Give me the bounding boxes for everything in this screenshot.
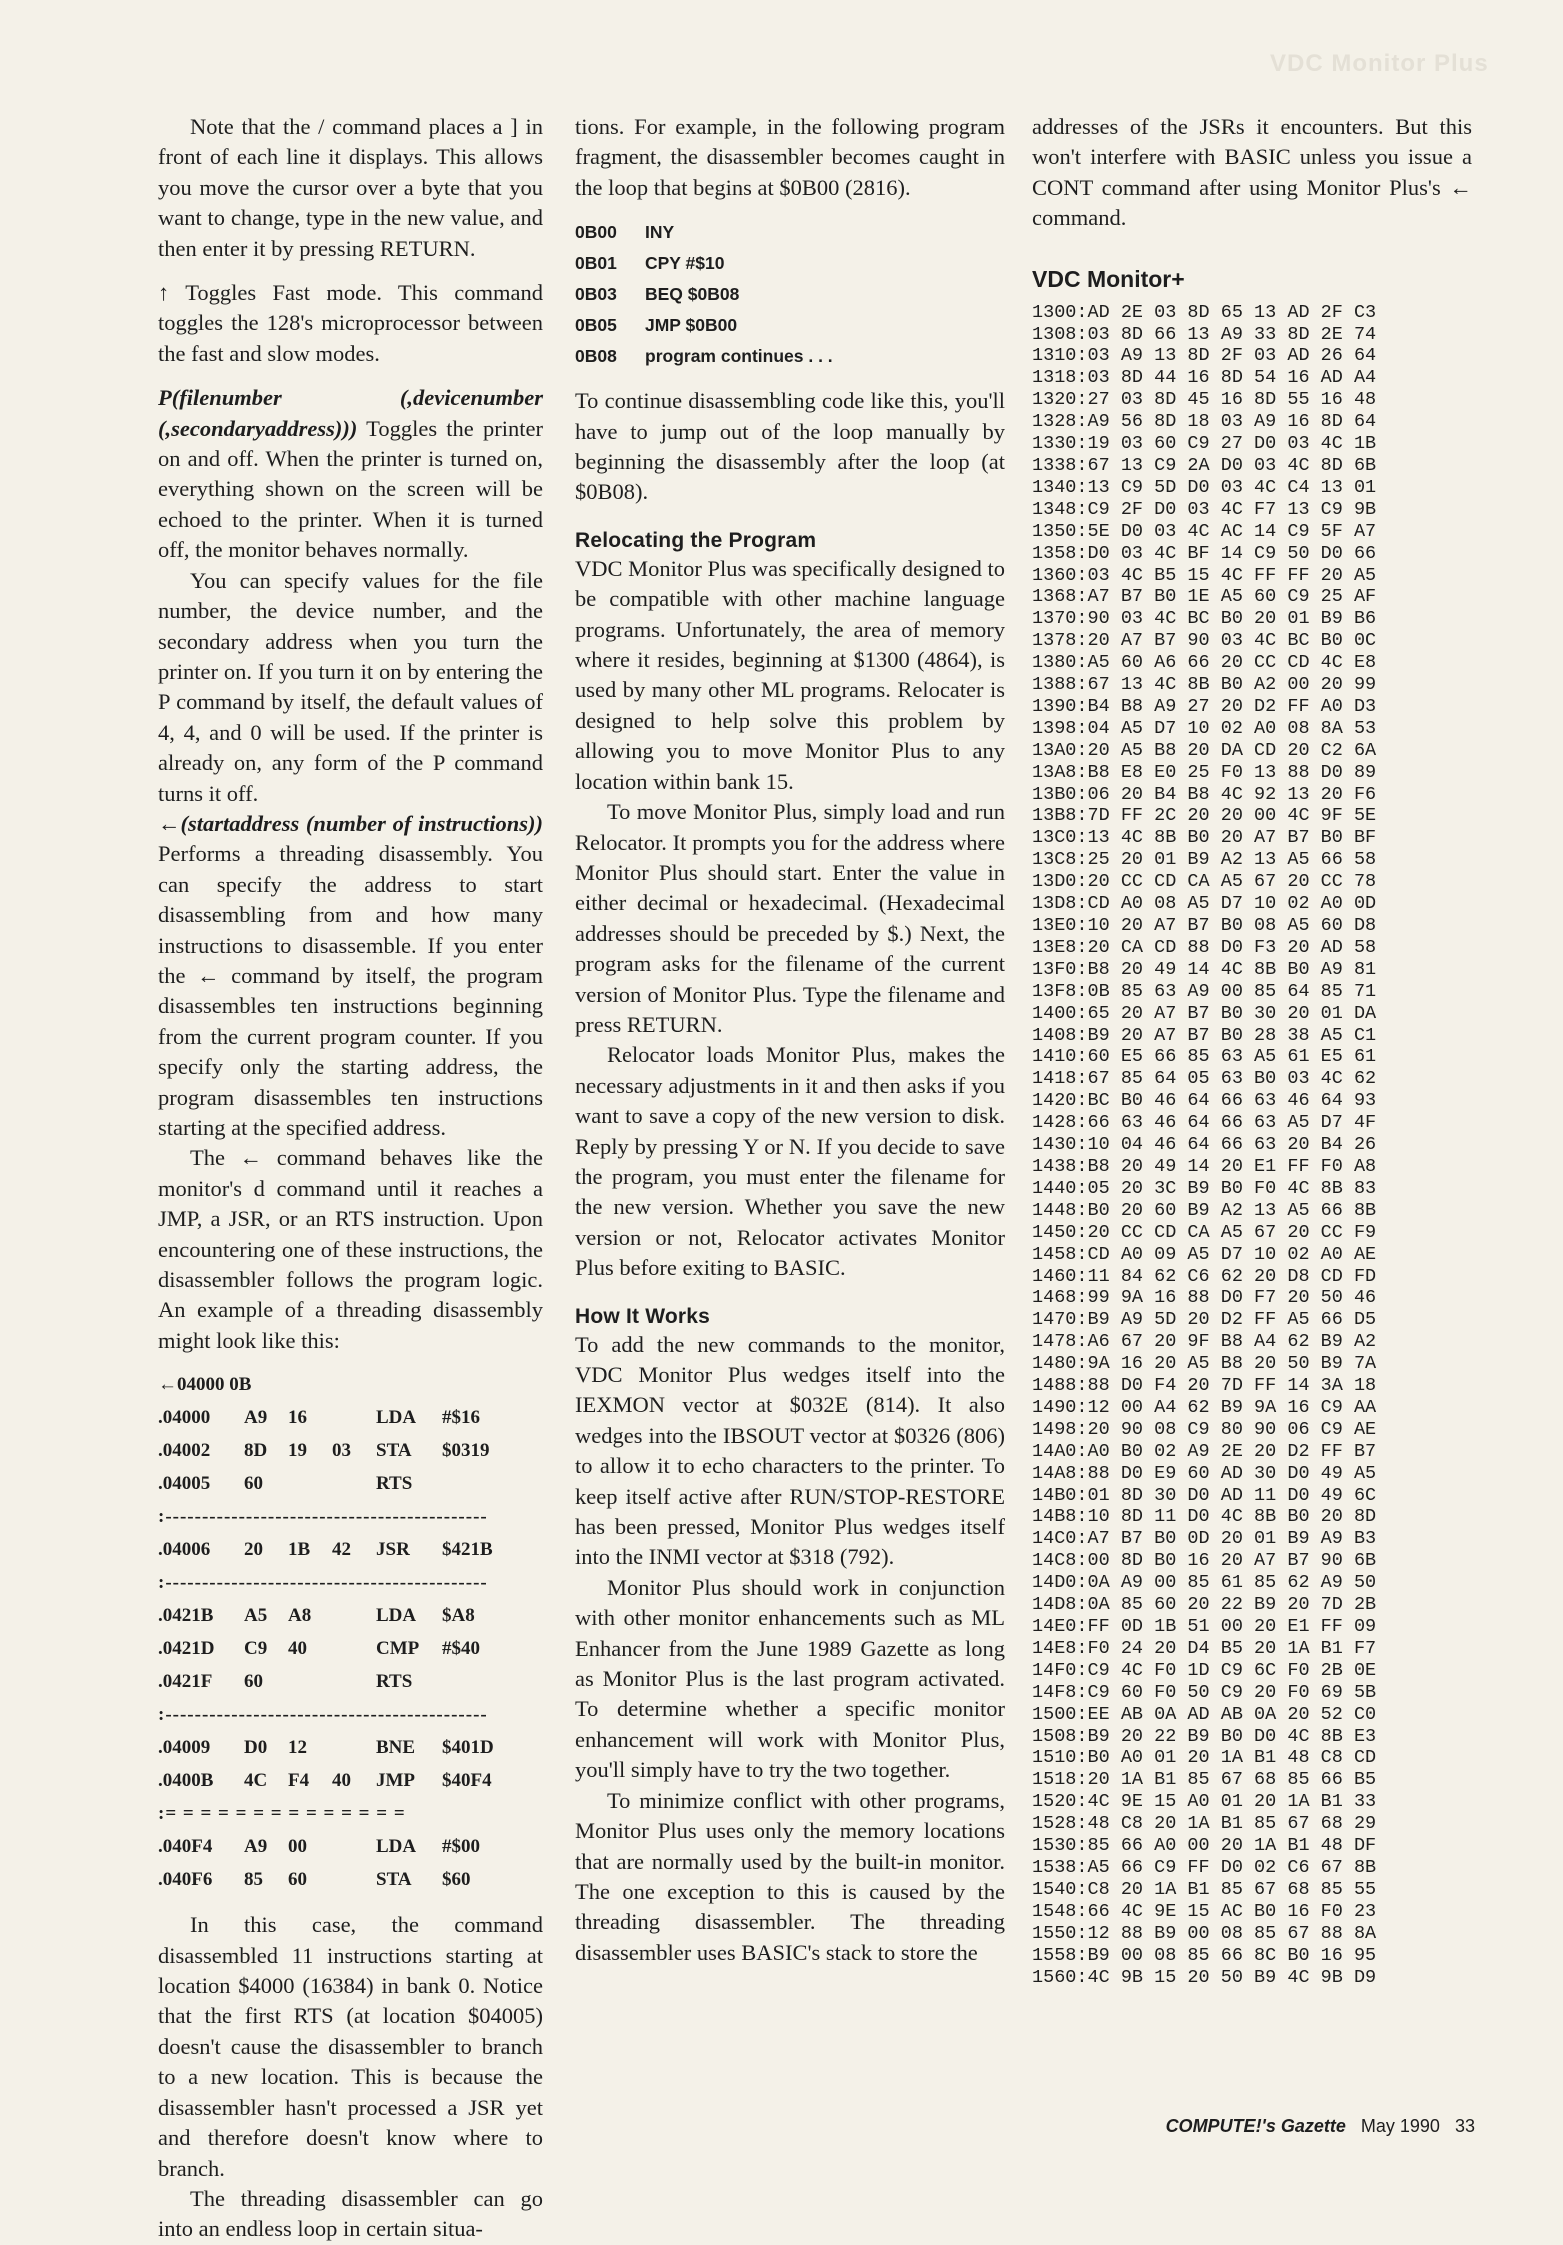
- paragraph: ↑ Toggles Fast mode. This command toggles the 128's microprocessor between the fast and slow modes.: [158, 280, 543, 366]
- listing-line: 13A0:20 A5 B8 20 DA CD 20 C2 6A: [1032, 739, 1377, 761]
- listing-line: 1338:67 13 C9 2A D0 03 4C 8D 6B: [1032, 454, 1377, 476]
- disassembly-row: [158, 1533, 543, 1566]
- listing-line: 13C8:25 20 01 B9 A2 13 A5 66 58: [1032, 849, 1377, 871]
- disassembly-b1: 4C: [244, 1770, 268, 1792]
- command-description: Toggles the printer on and off. When the printer is turned on, everything shown on the screen will be echoed to the printer. When it is turned off, the monitor behaves normally.: [158, 415, 543, 563]
- listing-line: 1490:12 00 A4 62 B9 9A 16 C9 AA: [1032, 1396, 1377, 1418]
- disassembly-b2: [288, 1665, 332, 1698]
- disassembly-b1: D0: [244, 1737, 268, 1759]
- listing-line: 1518:20 1A B1 85 67 68 85 66 B5: [1032, 1769, 1377, 1791]
- disassembly-separator: := = = = = = = = = = = = = =: [158, 1803, 406, 1825]
- listing-line: 1550:12 88 B9 00 08 85 67 88 8A: [1032, 1922, 1377, 1944]
- listing-line: 1340:13 C9 5D D0 03 4C C4 13 01: [1032, 476, 1377, 498]
- disassembly-addr: .0421F: [158, 1671, 213, 1693]
- listing-line: 14B0:01 8D 30 D0 AD 11 D0 49 6C: [1032, 1484, 1377, 1506]
- disassembly-b3: [332, 1599, 376, 1632]
- disassembly-op: $0319: [442, 1440, 490, 1462]
- disassembly-b2: 1B: [288, 1539, 311, 1561]
- listing-line: 1440:05 20 3C B9 B0 F0 4C 8B 83: [1032, 1177, 1377, 1199]
- disassembly-block: [158, 1599, 543, 1698]
- command-syntax: ←(startaddress (number of instructions)): [158, 810, 543, 836]
- disassembly-op: #$00: [442, 1836, 480, 1858]
- disassembly-block: [158, 1830, 543, 1896]
- disassembly-b3: 40: [332, 1770, 351, 1792]
- listing-line: 1300:AD 2E 03 8D 65 13 AD 2F C3: [1032, 301, 1377, 323]
- paragraph: [158, 383, 543, 565]
- listing-line: 14F8:C9 60 F0 50 C9 20 F0 69 5B: [1032, 1681, 1377, 1703]
- listing-line: 14C8:00 8D B0 16 20 A7 B7 90 6B: [1032, 1550, 1377, 1572]
- disassembly-addr: .04000: [158, 1407, 211, 1429]
- page-number: 33: [1454, 2116, 1475, 2136]
- disassembly-b2: 16: [288, 1407, 307, 1429]
- listing-line: 1318:03 8D 44 16 8D 54 16 AD A4: [1032, 367, 1377, 389]
- code-address: 0B05: [575, 315, 617, 336]
- disassembly-listing: [158, 1368, 543, 1896]
- magazine-name: COMPUTE!'s Gazette: [1165, 2116, 1346, 2136]
- column-2: [575, 112, 1005, 1968]
- code-instruction: program continues . . .: [645, 346, 833, 367]
- command-description: Performs a threading disassembly. You can specify the address to start disassembling from and how many instructions to disassemble. If you enter the ← command by itself, the program disassembles ten instructions beginning from the current program counter. If you specify only the starting address, the program disassembles ten instructions starting at the specified address.: [158, 841, 543, 1140]
- listing-line: 13D0:20 CC CD CA A5 67 20 CC 78: [1032, 871, 1377, 893]
- code-line: [575, 310, 1005, 341]
- disassembly-b1: C9: [244, 1638, 268, 1660]
- code-instruction: BEQ $0B08: [645, 284, 740, 305]
- paragraph: Monitor Plus should work in conjunction with other monitor enhancements such as ML Enhancer from the June 1989 Gazette as long as Monitor Plus is the last program activated. To determine whether a specific monitor enhancement will work with Monitor Plus, you'll simply have to try the two together.: [575, 1574, 1005, 1783]
- listing-line: 14D0:0A A9 00 85 61 85 62 A9 50: [1032, 1572, 1377, 1594]
- disassembly-b2: A8: [288, 1605, 312, 1627]
- code-address: 0B08: [575, 346, 617, 367]
- disassembly-b1: 20: [244, 1539, 263, 1561]
- paragraph: VDC Monitor Plus was specifically designed to be compatible with other machine language programs. Unfortunately, the area of memory where it resides, beginning at $1300 (4864), is used by many other ML programs. Relocater is designed to help solve this problem by allowing you to move Monitor Plus to any location within bank 15.: [575, 555, 1005, 794]
- disassembly-b3: [332, 1731, 376, 1764]
- listing-line: 1548:66 4C 9E 15 AC B0 16 F0 23: [1032, 1900, 1377, 1922]
- listing-line: 1308:03 8D 66 13 A9 33 8D 2E 74: [1032, 323, 1377, 345]
- listing-line: 1330:19 03 60 C9 27 D0 03 4C 1B: [1032, 433, 1377, 455]
- paragraph: Relocator loads Monitor Plus, makes the necessary adjustments in it and then asks if you want to save a copy of the new version to disk. Reply by pressing Y or N. If you decide to save the program, you must enter the filename for the new version. Whether you save the new version or not, Relocator activates Monitor Plus before exiting to BASIC.: [575, 1042, 1005, 1281]
- listing-line: 1538:A5 66 C9 FF D0 02 C6 67 8B: [1032, 1856, 1377, 1878]
- listing-line: 1368:A7 B7 B0 1E A5 60 C9 25 AF: [1032, 586, 1377, 608]
- disassembly-mn: STA: [376, 1440, 412, 1462]
- paragraph: tions. For example, in the following program fragment, the disassembler becomes caught in the loop that begins at $0B00 (2816).: [575, 114, 1005, 200]
- code-line: [575, 341, 1005, 372]
- disassembly-row: [158, 1731, 543, 1764]
- listing-line: 1328:A9 56 8D 18 03 A9 16 8D 64: [1032, 411, 1377, 433]
- disassembly-mn: CMP: [376, 1638, 420, 1660]
- disassembly-addr: .0421B: [158, 1605, 214, 1627]
- listing-line: 1358:D0 03 4C BF 14 C9 50 D0 66: [1032, 542, 1377, 564]
- listing-line: 14A8:88 D0 E9 60 AD 30 D0 49 A5: [1032, 1462, 1377, 1484]
- section-heading: How It Works: [575, 1304, 711, 1328]
- listing-line: 13F8:0B 85 63 A9 00 85 64 85 71: [1032, 980, 1377, 1002]
- code-line: [575, 279, 1005, 310]
- listing-line: 1450:20 CC CD CA A5 67 20 CC F9: [1032, 1221, 1377, 1243]
- listing-line: 14D8:0A 85 60 20 22 B9 20 7D 2B: [1032, 1594, 1377, 1616]
- listing-line: 1438:B8 20 49 14 20 E1 FF F0 A8: [1032, 1155, 1377, 1177]
- disassembly-addr: .04005: [158, 1473, 211, 1495]
- listing-line: 13B8:7D FF 2C 20 20 00 4C 9F 5E: [1032, 805, 1377, 827]
- paragraph: To continue disassembling code like this, you'll have to jump out of the loop manually by beginning the disassembly after the loop (at $0B08).: [575, 388, 1005, 505]
- disassembly-block: [158, 1731, 543, 1797]
- running-head: VDC Monitor Plus: [1270, 50, 1489, 77]
- listing-line: 1380:A5 60 A6 66 20 CC CD 4C E8: [1032, 652, 1377, 674]
- listing-line: 1478:A6 67 20 9F B8 A4 62 B9 A2: [1032, 1331, 1377, 1353]
- code-line: [575, 217, 1005, 248]
- listing-line: 1420:BC B0 46 64 66 63 46 64 93: [1032, 1090, 1377, 1112]
- disassembly-b2: 40: [288, 1638, 307, 1660]
- paragraph: You can specify values for the file number, the device number, and the secondary address when you turn the printer on. If you turn it on by entering the P command by itself, the default values of 4, 4, and 0 will be used. If the printer is already on, any form of the P command turns it off.: [158, 567, 543, 806]
- listing-line: 1350:5E D0 03 4C AC 14 C9 5F A7: [1032, 520, 1377, 542]
- disassembly-mn: LDA: [376, 1407, 417, 1429]
- listing-line: 1540:C8 20 1A B1 85 67 68 85 55: [1032, 1878, 1377, 1900]
- disassembly-b2: 60: [288, 1869, 307, 1891]
- disassembly-mn: RTS: [376, 1671, 413, 1693]
- listing-line: 13A8:B8 E8 E0 25 F0 13 88 D0 89: [1032, 761, 1377, 783]
- disassembly-addr: .0421D: [158, 1638, 215, 1660]
- disassembly-b1: A9: [244, 1407, 268, 1429]
- listing-line: 13D8:CD A0 08 A5 D7 10 02 A0 0D: [1032, 893, 1377, 915]
- listing-line: 1430:10 04 46 64 66 63 20 B4 26: [1032, 1134, 1377, 1156]
- disassembly-op: #$16: [442, 1407, 480, 1429]
- disassembly-block: [158, 1401, 543, 1500]
- disassembly-b1: A9: [244, 1836, 268, 1858]
- disassembly-row: [158, 1434, 543, 1467]
- disassembly-op: $401D: [442, 1737, 494, 1759]
- disassembly-row: [158, 1632, 543, 1665]
- disassembly-addr: .04006: [158, 1539, 211, 1561]
- disassembly-b2: 00: [288, 1836, 307, 1858]
- listing-line: 1460:11 84 62 C6 62 20 D8 CD FD: [1032, 1265, 1377, 1287]
- listing-line: 14E8:F0 24 20 D4 B5 20 1A B1 F7: [1032, 1637, 1377, 1659]
- disassembly-mn: BNE: [376, 1737, 416, 1759]
- listing-line: 1488:88 D0 F4 20 7D FF 14 3A 18: [1032, 1375, 1377, 1397]
- disassembly-b3: [332, 1401, 376, 1434]
- listing-line: 1398:04 A5 D7 10 02 A0 08 8A 53: [1032, 717, 1377, 739]
- disassembly-command: ←04000 0B: [158, 1374, 252, 1396]
- listing-line: 1388:67 13 4C 8B B0 A2 00 20 99: [1032, 674, 1377, 696]
- listing-line: 1498:20 90 08 C9 80 90 06 C9 AE: [1032, 1418, 1377, 1440]
- disassembly-op: [442, 1665, 522, 1698]
- paragraph: To minimize conflict with other programs, Monitor Plus uses only the memory locations that are normally used by the built-in monitor. The one exception to this is caused by the threading disassembler. The threading disassembler uses BASIC's stack to store the: [575, 1787, 1005, 1965]
- disassembly-separator: :--------------------------------------------: [158, 1506, 488, 1528]
- listing-line: 1508:B9 20 22 B9 B0 D0 4C 8B E3: [1032, 1725, 1377, 1747]
- listing-line: 1500:EE AB 0A AD AB 0A 20 52 C0: [1032, 1703, 1377, 1725]
- listing-title: VDC Monitor+: [1032, 265, 1185, 292]
- listing-line: 1408:B9 20 A7 B7 B0 28 38 A5 C1: [1032, 1024, 1377, 1046]
- listing-line: 1468:99 9A 16 88 D0 F7 20 50 46: [1032, 1287, 1377, 1309]
- listing-line: 13C0:13 4C 8B B0 20 A7 B7 B0 BF: [1032, 827, 1377, 849]
- listing-line: 1390:B4 B8 A9 27 20 D2 FF A0 D3: [1032, 695, 1377, 717]
- disassembly-mn: JSR: [376, 1539, 410, 1561]
- disassembly-op: [442, 1467, 522, 1500]
- listing-line: 1480:9A 16 20 A5 B8 20 50 B9 7A: [1032, 1353, 1377, 1375]
- disassembly-b3: [332, 1467, 376, 1500]
- disassembly-row: [158, 1764, 543, 1797]
- disassembly-b1: 60: [244, 1671, 263, 1693]
- section-heading: Relocating the Program: [575, 528, 817, 552]
- disassembly-row: [158, 1599, 543, 1632]
- command-syntax: P(filenumber (,devicenumber (,secondaryaddress))): [158, 385, 543, 441]
- listing-line: 1510:B0 A0 01 20 1A B1 48 C8 CD: [1032, 1747, 1377, 1769]
- disassembly-row: [158, 1830, 543, 1863]
- code-instruction: JMP $0B00: [645, 315, 738, 336]
- disassembly-row: [158, 1863, 543, 1896]
- listing-line: 1378:20 A7 B7 90 03 4C BC B0 0C: [1032, 630, 1377, 652]
- paragraph: The threading disassembler can go into an endless loop in certain situa-: [158, 2185, 543, 2242]
- listing-line: 1310:03 A9 13 8D 2F 03 AD 26 64: [1032, 345, 1377, 367]
- listing-line: 1428:66 63 46 64 66 63 A5 D7 4F: [1032, 1112, 1377, 1134]
- disassembly-b1: 60: [244, 1473, 263, 1495]
- listing-line: 1560:4C 9B 15 20 50 B9 4C 9B D9: [1032, 1966, 1377, 1988]
- disassembly-b3: [332, 1665, 376, 1698]
- paragraph: The ← command behaves like the monitor's d command until it reaches a JMP, a JSR, or an RTS instruction. Upon encountering one of these instructions, the disassembler follows the program logic. An example of a threading disassembly might look like this:: [158, 1145, 543, 1353]
- disassembly-op: $40F4: [442, 1770, 492, 1792]
- disassembly-addr: .04009: [158, 1737, 211, 1759]
- page-footer: [1166, 2116, 1475, 2137]
- listing-line: 14E0:FF 0D 1B 51 00 20 E1 FF 09: [1032, 1616, 1377, 1637]
- disassembly-row: [158, 1467, 543, 1500]
- listing-line: 13F0:B8 20 49 14 4C 8B B0 A9 81: [1032, 958, 1377, 980]
- listing-line: 13E0:10 20 A7 B7 B0 08 A5 60 D8: [1032, 915, 1377, 936]
- disassembly-b1: A5: [244, 1605, 268, 1627]
- listing-line: 1530:85 66 A0 00 20 1A B1 48 DF: [1032, 1835, 1377, 1857]
- paragraph: In this case, the command disassembled 11 instructions starting at location $4000 (16384) in bank 0. Notice that the first RTS (at location $04005) doesn't cause the disassembler to branch to a new location. This is because the disassembler hasn't processed a JSR yet and therefore doesn't know where to branch.: [158, 1912, 543, 2181]
- listing-line: 1528:48 C8 20 1A B1 85 67 68 29: [1032, 1813, 1377, 1835]
- disassembly-b2: 12: [288, 1737, 307, 1759]
- disassembly-separator: :--------------------------------------------: [158, 1704, 488, 1726]
- listing-line: 1558:B9 00 08 85 66 8C B0 16 95: [1032, 1944, 1377, 1966]
- disassembly-b3: [332, 1632, 376, 1665]
- disassembly-separator: :--------------------------------------------: [158, 1572, 488, 1594]
- code-instruction: CPY #$10: [645, 253, 725, 274]
- listing-line: 14F0:C9 4C F0 1D C9 6C F0 2B 0E: [1032, 1659, 1377, 1681]
- disassembly-row: [158, 1401, 543, 1434]
- code-address: 0B03: [575, 284, 617, 305]
- code-instruction: INY: [645, 222, 675, 243]
- listing-line: 1360:03 4C B5 15 4C FF FF 20 A5: [1032, 564, 1377, 586]
- code-address: 0B00: [575, 222, 617, 243]
- paragraph: [158, 809, 543, 1143]
- disassembly-b3: [332, 1863, 376, 1896]
- disassembly-b3: [332, 1830, 376, 1863]
- listing-line: 1470:B9 A9 5D 20 D2 FF A5 66 D5: [1032, 1309, 1377, 1331]
- disassembly-block: [158, 1533, 543, 1566]
- listing-line: 14C0:A7 B7 B0 0D 20 01 B9 A9 B3: [1032, 1528, 1377, 1550]
- paragraph: To add the new commands to the monitor, VDC Monitor Plus wedges itself into the IEXMON vector at $032E (814). It also wedges into the IBSOUT vector at $0326 (806) to allow it to echo characters to the printer. To keep itself active after RUN/STOP-RESTORE has been pressed, Monitor Plus wedges itself into the INMI vector at $318 (792).: [575, 1331, 1005, 1570]
- disassembly-addr: .0400B: [158, 1770, 214, 1792]
- disassembly-mn: JMP: [376, 1770, 416, 1792]
- listing-line: 1320:27 03 8D 45 16 8D 55 16 48: [1032, 389, 1377, 411]
- disassembly-b2: F4: [288, 1770, 310, 1792]
- disassembly-op: $A8: [442, 1605, 475, 1627]
- issue-date: May 1990: [1360, 2116, 1440, 2136]
- disassembly-b2: [288, 1467, 332, 1500]
- disassembly-b1: 8D: [244, 1440, 268, 1462]
- disassembly-addr: .04002: [158, 1440, 211, 1462]
- listing-line: 1520:4C 9E 15 A0 01 20 1A B1 33: [1032, 1791, 1377, 1813]
- hex-listing: [1032, 302, 1472, 1989]
- listing-line: 14B8:10 8D 11 D0 4C 8B B0 20 8D: [1032, 1506, 1377, 1528]
- disassembly-b3: 42: [332, 1539, 351, 1561]
- disassembly-row: [158, 1665, 543, 1698]
- listing-line: 1448:B0 20 60 B9 A2 13 A5 66 8B: [1032, 1199, 1377, 1221]
- listing-line: 1348:C9 2F D0 03 4C F7 13 C9 9B: [1032, 498, 1377, 520]
- listing-line: 1400:65 20 A7 B7 B0 30 20 01 DA: [1032, 1002, 1377, 1024]
- disassembly-mn: LDA: [376, 1836, 417, 1858]
- listing-line: 1410:60 E5 66 85 63 A5 61 E5 61: [1032, 1046, 1377, 1068]
- listing-line: 13E8:20 CA CD 88 D0 F3 20 AD 58: [1032, 936, 1377, 958]
- disassembly-b2: 19: [288, 1440, 307, 1462]
- paragraph: To move Monitor Plus, simply load and run Relocator. It prompts you for the address where Monitor Plus should start. Enter the value in either decimal or hexadecimal. (Hexadecimal addresses should be preceded by $.) Next, the program asks for the filename of the current version of Monitor Plus. Type the filename and press RETURN.: [575, 799, 1005, 1037]
- disassembly-op: #$40: [442, 1638, 480, 1660]
- disassembly-op: $421B: [442, 1539, 493, 1561]
- disassembly-mn: STA: [376, 1869, 412, 1891]
- paragraph: Note that the / command places a ] in front of each line it displays. This allows you move the cursor over a byte that you want to change, type in the new value, and then enter it by pressing RETURN.: [158, 114, 543, 261]
- disassembly-addr: .040F6: [158, 1869, 213, 1891]
- code-fragment: [575, 217, 1005, 372]
- listing-line: 14A0:A0 B0 02 A9 2E 20 D2 FF B7: [1032, 1440, 1377, 1462]
- code-address: 0B01: [575, 253, 617, 274]
- disassembly-mn: LDA: [376, 1605, 417, 1627]
- listing-line: 1458:CD A0 09 A5 D7 10 02 A0 AE: [1032, 1243, 1377, 1265]
- paragraph: addresses of the JSRs it encounters. But this won't interfere with BASIC unless you issue a CONT command after using Monitor Plus's ← command.: [1032, 114, 1472, 231]
- column-1: [158, 112, 543, 2245]
- disassembly-b3: 03: [332, 1440, 351, 1462]
- disassembly-op: $60: [442, 1869, 471, 1891]
- listing-line: 13B0:06 20 B4 B8 4C 92 13 20 F6: [1032, 783, 1377, 805]
- disassembly-b1: 85: [244, 1869, 263, 1891]
- column-3: [1032, 112, 1472, 1988]
- disassembly-mn: RTS: [376, 1473, 413, 1495]
- listing-line: 1418:67 85 64 05 63 B0 03 4C 62: [1032, 1068, 1377, 1090]
- code-line: [575, 248, 1005, 279]
- disassembly-addr: .040F4: [158, 1836, 213, 1858]
- listing-line: 1370:90 03 4C BC B0 20 01 B9 B6: [1032, 608, 1377, 630]
